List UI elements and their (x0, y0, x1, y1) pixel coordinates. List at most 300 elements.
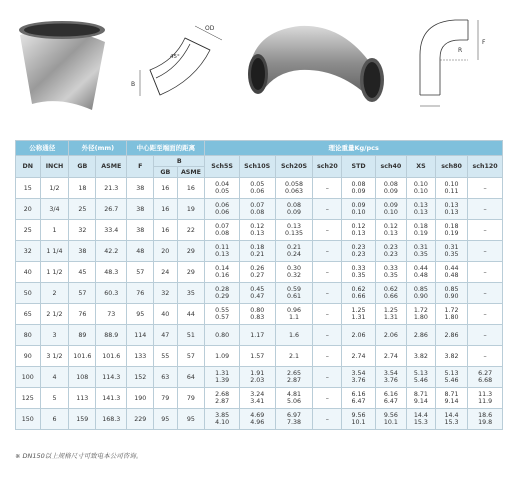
cell-value: 6.47 (383, 398, 398, 405)
cell-value: 63 (161, 373, 170, 381)
table-cell (96, 220, 127, 241)
cell-value: 1.25 (351, 307, 366, 314)
cell-value: 0.32 (286, 272, 301, 279)
table-cell (154, 262, 177, 283)
table-cell (16, 199, 41, 220)
table-cell (342, 346, 375, 367)
table-cell (435, 346, 467, 367)
cell-value: 0.90 (413, 293, 428, 300)
cell-value: 25 (78, 205, 87, 213)
cell-value: 0.10 (444, 181, 459, 188)
cell-value: 11.9 (478, 398, 493, 405)
cell-value: 168.3 (102, 415, 121, 423)
cell-value: 3.41 (250, 398, 265, 405)
table-cell (239, 220, 275, 241)
cell-value: 0.13 (351, 230, 366, 237)
table-cell (435, 409, 467, 430)
cell-value: 65 (23, 310, 32, 318)
spec-table (15, 140, 503, 430)
cell-value: 95 (186, 415, 195, 423)
cell-value: 0.12 (250, 223, 265, 230)
cell-value: 0.35 (444, 251, 459, 258)
cell-value: 33.4 (104, 226, 119, 234)
table-cell (342, 409, 375, 430)
cell-value: 0.30 (286, 265, 301, 272)
table-cell (313, 241, 342, 262)
cell-value: 108 (76, 373, 89, 381)
cell-value: 0.47 (250, 293, 265, 300)
cell-value: 2.87 (286, 377, 301, 384)
cell-value: 57 (136, 268, 145, 276)
table-cell (177, 241, 205, 262)
table-cell (177, 178, 205, 199)
cell-value: 0.45 (250, 286, 265, 293)
table-cell (313, 283, 342, 304)
footnote: ※ DN150以上规格尺寸可致电本公司咨询。 (15, 452, 143, 460)
table-cell (177, 220, 205, 241)
cell-value: 0.28 (215, 286, 230, 293)
cell-value: 19.8 (478, 419, 493, 426)
cell-value: 35 (186, 289, 195, 297)
table-cell (435, 220, 467, 241)
table-cell (342, 325, 375, 346)
cell-value: 15 (23, 184, 32, 192)
table-cell (239, 367, 275, 388)
cell-value: 5.13 (413, 370, 428, 377)
table-cell (406, 367, 435, 388)
cell-value: 0.21 (286, 244, 301, 251)
cell-value: 1.09 (215, 352, 230, 360)
cell-value: 0.04 (215, 181, 230, 188)
cell-value: 0.48 (444, 272, 459, 279)
cell-value: 9.56 (351, 412, 366, 419)
cell-value: – (325, 184, 329, 192)
cell-value: 4 (52, 373, 57, 381)
cell-value: 0.21 (250, 251, 265, 258)
table-cell (275, 262, 313, 283)
cell-value: 0.59 (286, 286, 301, 293)
cell-value: 38 (136, 184, 145, 192)
cell-value: 190 (134, 394, 147, 402)
table-cell (239, 304, 275, 325)
table-cell (239, 199, 275, 220)
table-cell (375, 304, 406, 325)
cell-value: 29 (186, 247, 195, 255)
table-cell (375, 262, 406, 283)
table-cell (275, 220, 313, 241)
header-b: B (154, 156, 205, 167)
table-cell (177, 304, 205, 325)
table-cell (127, 199, 154, 220)
cell-value: 8.71 (413, 391, 428, 398)
cell-value: 45 (78, 268, 87, 276)
table-cell (96, 241, 127, 262)
cell-value: 2.86 (413, 331, 428, 339)
cell-value: 38 (136, 226, 145, 234)
cell-value: 0.66 (351, 293, 366, 300)
table-cell (468, 262, 503, 283)
table-cell (96, 283, 127, 304)
table-cell (40, 304, 69, 325)
header-dn: DN (16, 156, 41, 178)
cell-value: 2.74 (351, 352, 366, 360)
cell-value: 141.3 (102, 394, 121, 402)
cell-value: 20 (23, 205, 32, 213)
cell-value: 3.76 (383, 377, 398, 384)
cell-value: 5.06 (286, 398, 301, 405)
cell-value: 113 (76, 394, 89, 402)
cell-value: 48 (136, 247, 145, 255)
cell-value: 0.13 (413, 202, 428, 209)
table-cell (435, 304, 467, 325)
header-sch: Sch5S (205, 156, 240, 178)
table-cell (205, 346, 240, 367)
elbow-90-drawing (420, 20, 486, 106)
table-cell (468, 304, 503, 325)
cell-value: 14.4 (444, 412, 459, 419)
table-cell (313, 409, 342, 430)
table-cell (275, 346, 313, 367)
elbow-90-photo (248, 26, 384, 102)
cell-value: 0.33 (383, 265, 398, 272)
table-cell (275, 304, 313, 325)
table-cell (205, 199, 240, 220)
table-cell (16, 283, 41, 304)
table-cell (69, 388, 96, 409)
cell-value: 16 (161, 226, 170, 234)
table-cell (205, 178, 240, 199)
cell-value: – (483, 289, 487, 297)
table-cell (468, 178, 503, 199)
cell-value: 8.71 (444, 391, 459, 398)
cell-value: 101.6 (73, 352, 92, 360)
table-cell (127, 262, 154, 283)
header-sch: sch120 (468, 156, 503, 178)
cell-value: 15.3 (444, 419, 459, 426)
cell-value: – (325, 226, 329, 234)
table-row (16, 325, 503, 346)
table-cell (40, 262, 69, 283)
cell-value: 76 (78, 310, 87, 318)
cell-value: 1 1/4 (46, 247, 63, 255)
table-cell (468, 325, 503, 346)
cell-value: 0.135 (284, 230, 303, 237)
cell-value: 0.08 (383, 181, 398, 188)
table-cell (342, 262, 375, 283)
table-cell (177, 409, 205, 430)
table-cell (40, 199, 69, 220)
cell-value: 3 1/2 (46, 352, 63, 360)
cell-value: – (325, 352, 329, 360)
table-cell (313, 346, 342, 367)
cell-value: – (483, 352, 487, 360)
cell-value: 5 (52, 394, 57, 402)
cell-value: – (325, 331, 329, 339)
cell-value: – (483, 226, 487, 234)
cell-value: 10.1 (351, 419, 366, 426)
table-cell (239, 178, 275, 199)
table-cell (468, 283, 503, 304)
table-cell (205, 241, 240, 262)
cell-value: 3.54 (351, 370, 366, 377)
cell-value: – (483, 331, 487, 339)
cell-value: 2.1 (288, 352, 299, 360)
cell-value: 0.33 (351, 265, 366, 272)
cell-value: 1.31 (215, 370, 230, 377)
cell-value: 0.05 (250, 181, 265, 188)
cell-value: 40 (23, 268, 32, 276)
table-cell (16, 304, 41, 325)
table-cell (342, 388, 375, 409)
table-cell (40, 367, 69, 388)
cell-value: 0.09 (351, 188, 366, 195)
table-cell (69, 283, 96, 304)
cell-value: 1.57 (250, 352, 265, 360)
cell-value: 5.46 (413, 377, 428, 384)
cell-value: 0.61 (286, 293, 301, 300)
cell-value: 14.4 (413, 412, 428, 419)
cell-value: 95 (136, 310, 145, 318)
cell-value: 89 (78, 331, 87, 339)
cell-value: – (325, 205, 329, 213)
cell-value: 50 (23, 289, 32, 297)
table-row (16, 346, 503, 367)
table-cell (154, 178, 177, 199)
table-cell (16, 388, 41, 409)
table-cell (342, 199, 375, 220)
cell-value: 57 (186, 352, 195, 360)
table-cell (406, 199, 435, 220)
cell-value: 133 (134, 352, 147, 360)
cell-value: 0.08 (250, 209, 265, 216)
table-cell (375, 178, 406, 199)
cell-value: 3.82 (413, 352, 428, 360)
table-cell (127, 283, 154, 304)
cell-value: 1.25 (383, 307, 398, 314)
cell-value: 114 (134, 331, 147, 339)
cell-value: 3/4 (49, 205, 60, 213)
table-cell (239, 388, 275, 409)
table-cell (16, 178, 41, 199)
cell-value: 22 (186, 226, 195, 234)
cell-value: 0.09 (351, 202, 366, 209)
table-cell (40, 409, 69, 430)
cell-value: 1.80 (413, 314, 428, 321)
table-cell (96, 199, 127, 220)
cell-value: 152 (134, 373, 147, 381)
label-b: B (131, 81, 136, 88)
table-cell (375, 346, 406, 367)
table-cell (16, 409, 41, 430)
table-cell (375, 241, 406, 262)
table-cell (239, 346, 275, 367)
cell-value: – (325, 247, 329, 255)
table-cell (275, 199, 313, 220)
table-cell (177, 346, 205, 367)
table-cell (375, 367, 406, 388)
cell-value: 1.91 (250, 370, 265, 377)
table-cell (313, 178, 342, 199)
cell-value: 2.03 (250, 377, 265, 384)
cell-value: 20 (161, 247, 170, 255)
table-cell (342, 220, 375, 241)
table-cell (205, 325, 240, 346)
cell-value: 0.13 (250, 230, 265, 237)
table-cell (69, 304, 96, 325)
cell-value: 16 (161, 205, 170, 213)
cell-value: 26.7 (104, 205, 119, 213)
table-cell (154, 388, 177, 409)
label-f: F (482, 39, 486, 46)
table-cell (69, 199, 96, 220)
table-cell (239, 241, 275, 262)
cell-value: 0.35 (413, 251, 428, 258)
cell-value: 0.35 (351, 272, 366, 279)
cell-value: 0.85 (444, 286, 459, 293)
table-cell (127, 304, 154, 325)
cell-value: 0.11 (215, 244, 230, 251)
cell-value: 0.058 (284, 181, 303, 188)
cell-value: 76 (136, 289, 145, 297)
cell-value: 73 (107, 310, 116, 318)
cell-value: 0.063 (284, 188, 303, 195)
table-cell (406, 304, 435, 325)
table-cell (127, 346, 154, 367)
cell-value: 3.24 (250, 391, 265, 398)
cell-value: – (325, 268, 329, 276)
table-cell (342, 178, 375, 199)
label-r: R (458, 47, 463, 54)
table-cell (16, 241, 41, 262)
cell-value: 18.6 (478, 412, 493, 419)
cell-value: 0.83 (250, 314, 265, 321)
cell-value: 0.06 (215, 202, 230, 209)
table-cell (69, 409, 96, 430)
cell-value: 95 (161, 415, 170, 423)
cell-value: 4.96 (250, 419, 265, 426)
table-cell (205, 220, 240, 241)
table-row (16, 367, 503, 388)
table-cell (275, 367, 313, 388)
cell-value: 2.86 (444, 331, 459, 339)
cell-value: 0.31 (413, 244, 428, 251)
table-row (16, 388, 503, 409)
cell-value: 9.56 (383, 412, 398, 419)
table-cell (205, 367, 240, 388)
table-row (16, 304, 503, 325)
cell-value: 0.09 (383, 202, 398, 209)
product-illustrations (0, 0, 518, 118)
table-cell (468, 199, 503, 220)
table-cell (313, 304, 342, 325)
table-cell (127, 241, 154, 262)
table-cell (40, 346, 69, 367)
cell-value: 0.12 (383, 223, 398, 230)
table-cell (154, 367, 177, 388)
table-cell (342, 367, 375, 388)
table-cell (468, 346, 503, 367)
table-cell (16, 262, 41, 283)
header-nominal: 公称通径 (16, 141, 69, 156)
cell-value: 0.09 (286, 209, 301, 216)
header-sch: sch40 (375, 156, 406, 178)
cell-value: 2.06 (351, 331, 366, 339)
cell-value: 0.26 (250, 265, 265, 272)
table-cell (275, 409, 313, 430)
cell-value: 0.23 (383, 251, 398, 258)
cell-value: 4.81 (286, 391, 301, 398)
header-center-distance: 中心距至端面的距离 (127, 141, 205, 156)
header-weight: 理论重量Kg/pcs (205, 141, 503, 156)
table-cell (154, 346, 177, 367)
table-cell (375, 283, 406, 304)
cell-value: – (325, 310, 329, 318)
table-cell (435, 178, 467, 199)
cell-value: 57 (78, 289, 87, 297)
cell-value: 0.13 (286, 223, 301, 230)
table-cell (154, 199, 177, 220)
cell-value: 0.13 (215, 251, 230, 258)
table-cell (177, 283, 205, 304)
cell-value: 0.23 (351, 251, 366, 258)
table-cell (69, 241, 96, 262)
cell-value: 3.85 (215, 412, 230, 419)
table-cell (375, 199, 406, 220)
cell-value: 0.27 (250, 272, 265, 279)
table-cell (468, 409, 503, 430)
cell-value: 0.11 (444, 188, 459, 195)
cell-value: 0.18 (444, 223, 459, 230)
table-cell (342, 283, 375, 304)
cell-value: 1.17 (250, 331, 265, 339)
header-outer-diameter: 外径(mm) (69, 141, 127, 156)
table-cell (96, 367, 127, 388)
header-sch: XS (406, 156, 435, 178)
cell-value: 0.06 (215, 209, 230, 216)
table-cell (154, 283, 177, 304)
cell-value: 16 (161, 184, 170, 192)
table-cell (406, 388, 435, 409)
cell-value: 3.76 (351, 377, 366, 384)
table-cell (96, 178, 127, 199)
cell-value: 229 (134, 415, 147, 423)
table-cell (127, 178, 154, 199)
cell-value: 0.96 (286, 307, 301, 314)
cell-value: 0.10 (413, 188, 428, 195)
cell-value: 51 (186, 331, 195, 339)
table-cell (406, 325, 435, 346)
table-cell (239, 262, 275, 283)
table-cell (40, 178, 69, 199)
table-row (16, 283, 503, 304)
table-row (16, 220, 503, 241)
cell-value: 88.9 (104, 331, 119, 339)
cell-value: 0.29 (215, 293, 230, 300)
cell-value: 25 (23, 226, 32, 234)
cell-value: – (483, 247, 487, 255)
cell-value: 6.97 (286, 412, 301, 419)
table-cell (16, 325, 41, 346)
cell-value: – (483, 268, 487, 276)
cell-value: 3 (52, 331, 57, 339)
header-sch: STD (342, 156, 375, 178)
table-cell (313, 367, 342, 388)
elbow-45-drawing (131, 25, 222, 96)
cell-value: 4.10 (215, 419, 230, 426)
cell-value: 24 (161, 268, 170, 276)
table-cell (40, 388, 69, 409)
table-cell (468, 388, 503, 409)
